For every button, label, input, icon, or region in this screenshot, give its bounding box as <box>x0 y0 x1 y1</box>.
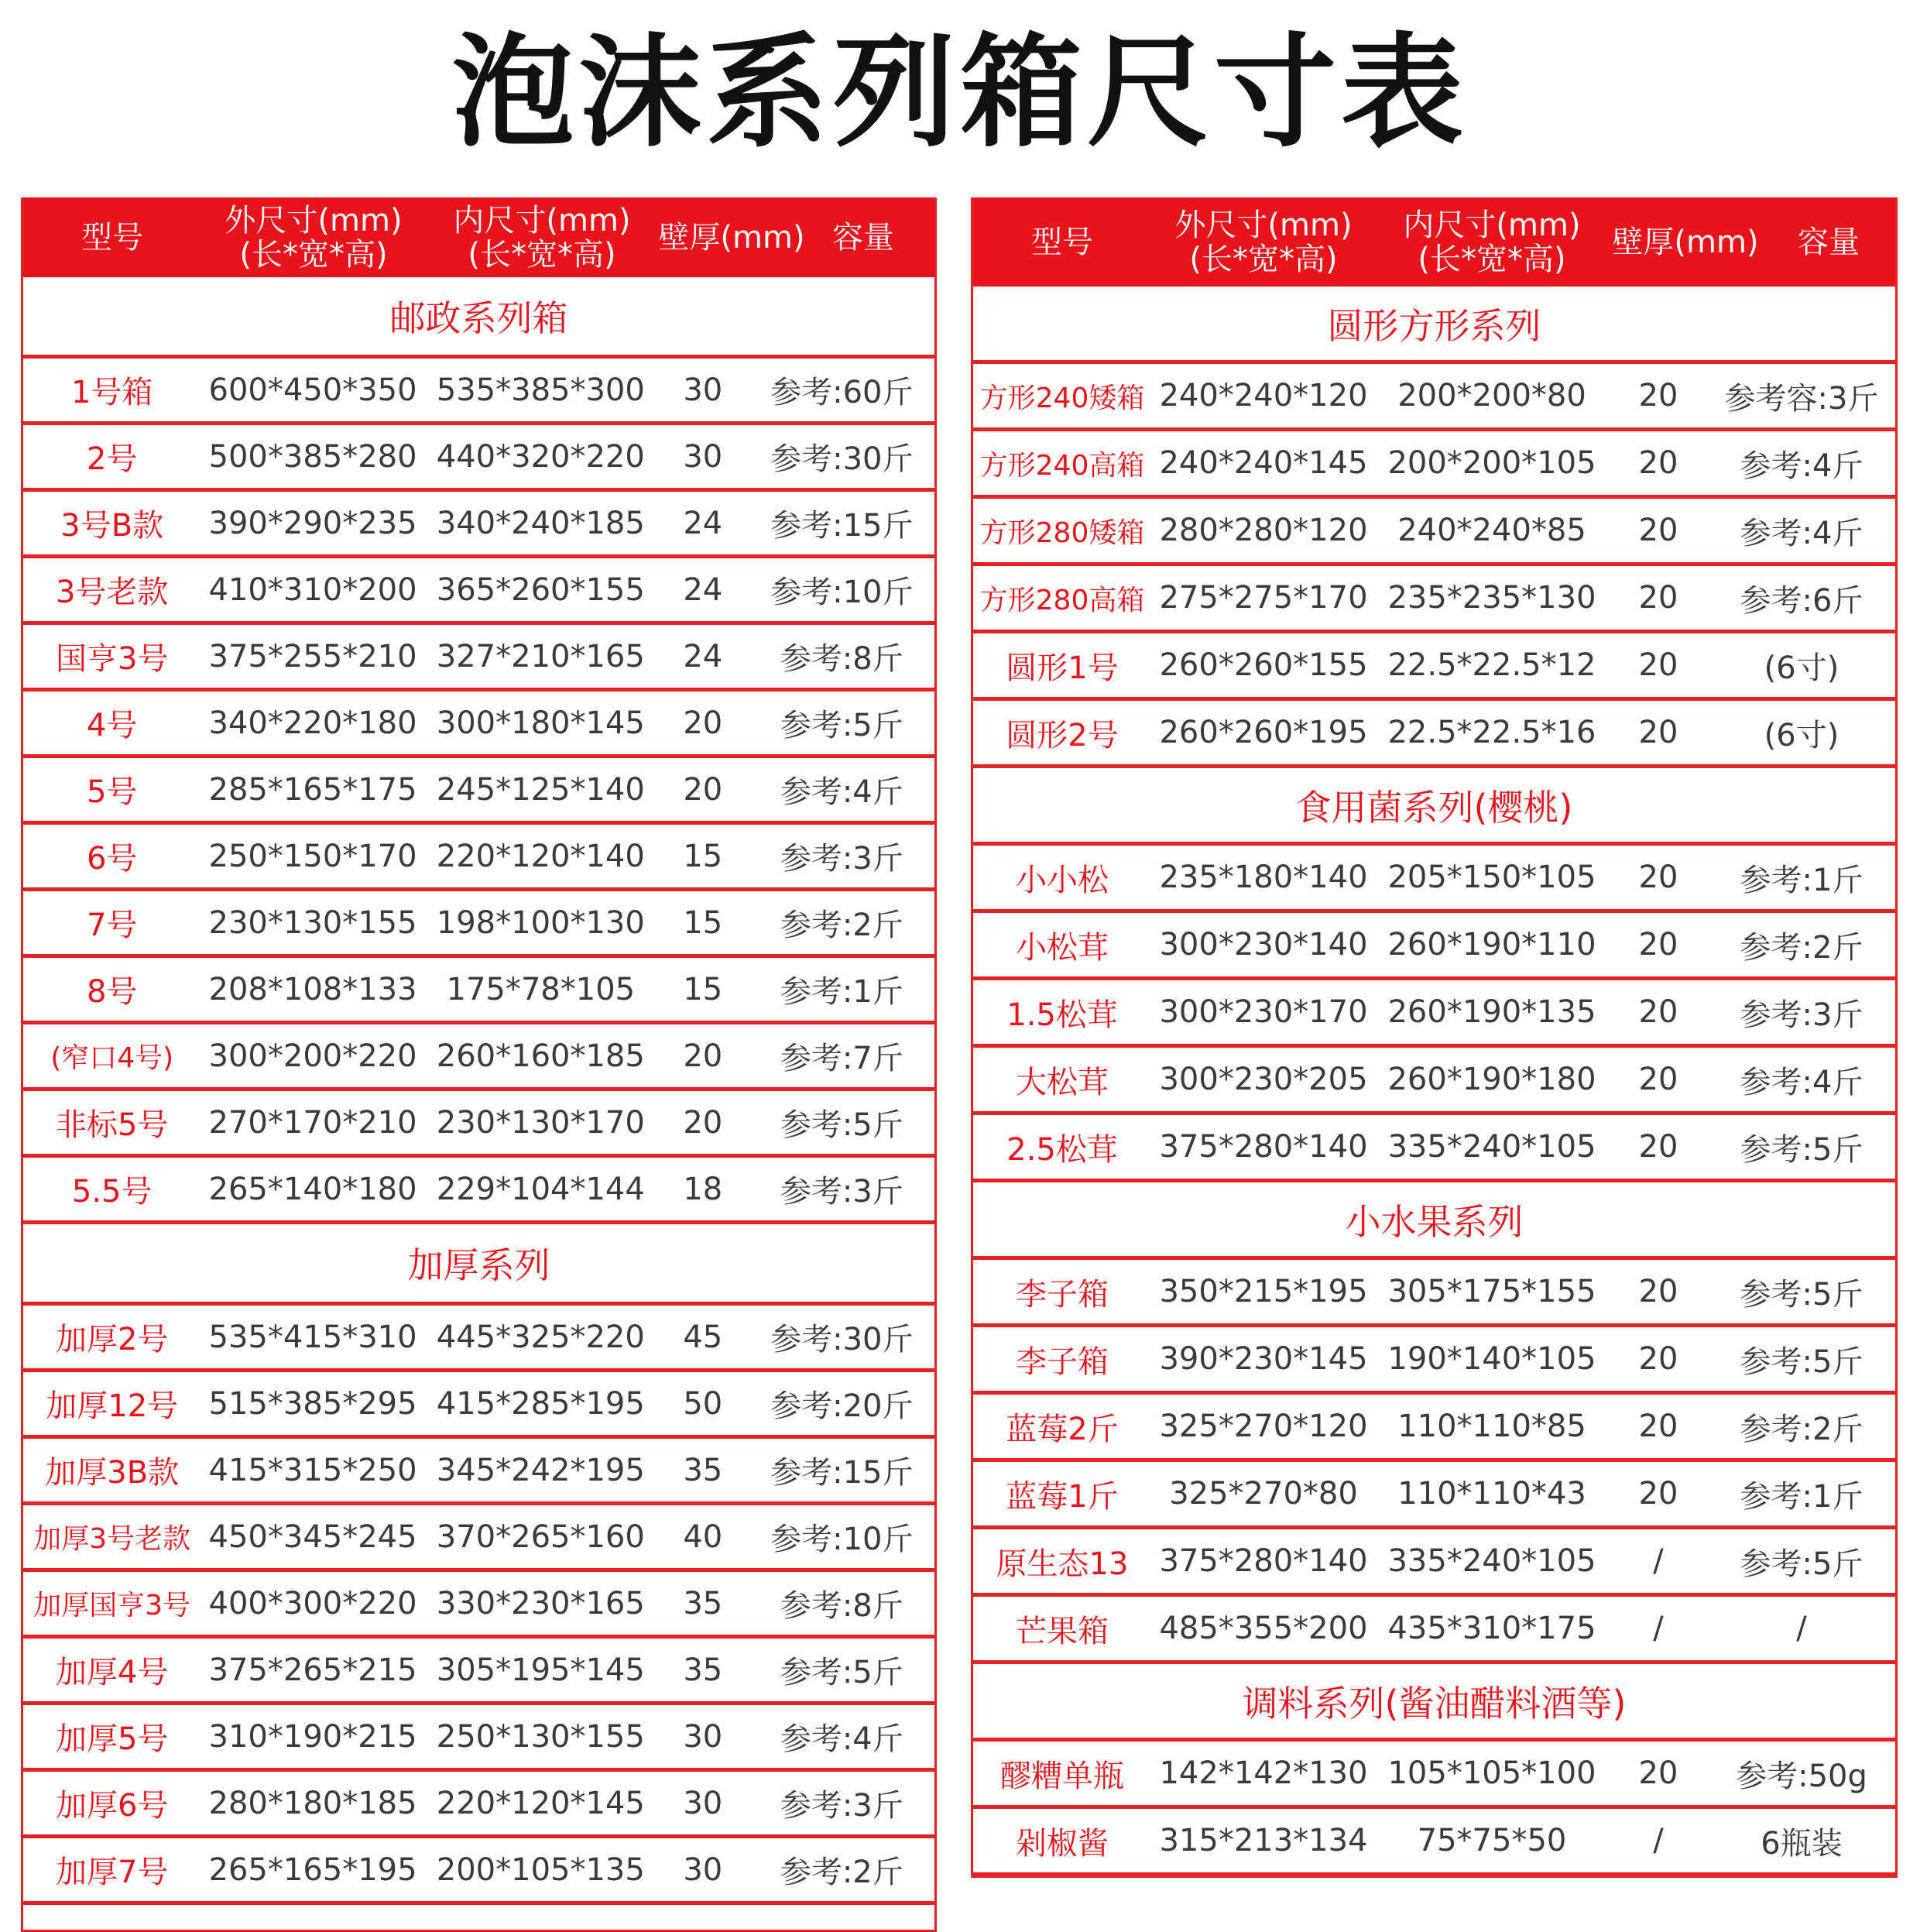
cell-model: 加厚4号 <box>55 1655 169 1690</box>
table-row <box>23 558 934 625</box>
cell-inner-size: 110*110*43 <box>1397 1476 1586 1512</box>
cell-inner-size: 229*104*144 <box>436 1171 645 1207</box>
cell-capacity: 参考:2斤 <box>1740 929 1863 966</box>
section-title: 邮政系列箱 <box>23 277 934 359</box>
cell-capacity: 参考:1斤 <box>780 974 903 1010</box>
table-row <box>23 1838 934 1905</box>
cell-thickness: 20 <box>1638 513 1678 548</box>
table-row <box>23 492 934 558</box>
cell-inner-size: 245*125*140 <box>436 771 645 808</box>
table-row <box>973 1529 1895 1597</box>
cell-capacity: 参考容:3斤 <box>1724 380 1879 417</box>
table-row <box>23 1091 934 1158</box>
cell-inner-size: 105*105*100 <box>1387 1755 1596 1791</box>
table-row <box>973 499 1895 566</box>
cell-capacity: 参考:5斤 <box>1740 1276 1863 1313</box>
cell-thickness: 20 <box>1638 927 1678 963</box>
cell-model: 方形280矮箱 <box>979 516 1145 549</box>
cell-model: 3号老款 <box>55 575 169 610</box>
cell-outer-size: 208*108*133 <box>208 971 417 1007</box>
cell-outer-size: 390*290*235 <box>208 505 417 541</box>
cell-capacity: 参考:15斤 <box>770 508 914 544</box>
cell-thickness: 20 <box>1638 860 1678 895</box>
cell-outer-size: 375*265*215 <box>208 1652 417 1688</box>
cell-model: 小小松 <box>1016 862 1109 898</box>
table-row <box>23 691 934 758</box>
cell-thickness: 45 <box>683 1319 723 1355</box>
cell-capacity: 参考:5斤 <box>780 1107 903 1143</box>
cell-outer-size: 310*190*215 <box>208 1718 417 1755</box>
table-row <box>973 431 1895 499</box>
cell-inner-size: 415*285*195 <box>436 1385 645 1422</box>
cell-model: 剁椒酱 <box>1016 1825 1109 1862</box>
table-row <box>973 701 1895 768</box>
cell-thickness: 20 <box>1638 445 1678 481</box>
cell-capacity: 参考:10斤 <box>770 1522 914 1557</box>
cell-inner-size: 330*230*165 <box>436 1585 645 1621</box>
header-inner-size: 内尺寸(mm) (长*宽*高) <box>1403 207 1581 277</box>
cell-outer-size: 375*280*140 <box>1159 1543 1368 1579</box>
table-row <box>973 1742 1895 1809</box>
section-title: 加厚系列 <box>23 1224 934 1306</box>
table-row <box>23 1306 934 1372</box>
cell-outer-size: 350*215*195 <box>1159 1274 1368 1309</box>
cell-thickness: 20 <box>1638 1476 1678 1512</box>
cell-capacity: 参考:2斤 <box>780 908 903 943</box>
cell-thickness: 20 <box>1638 1755 1678 1791</box>
cell-model: 加厚7号 <box>55 1855 169 1890</box>
cell-capacity: 参考:1斤 <box>1740 1478 1863 1515</box>
cell-inner-size: 220*120*145 <box>436 1785 645 1821</box>
cell-thickness: 20 <box>1638 1129 1678 1165</box>
cell-capacity: 参考:3斤 <box>1740 997 1863 1033</box>
cell-model: 3号B款 <box>60 508 164 544</box>
cell-inner-size: 200*105*135 <box>436 1851 645 1888</box>
cell-outer-size: 300*230*140 <box>1159 927 1368 963</box>
cell-inner-size: 235*235*130 <box>1387 580 1596 616</box>
cell-capacity: 参考:7斤 <box>780 1041 903 1076</box>
header-model: 型号 <box>81 219 143 256</box>
cell-thickness: 20 <box>683 1038 723 1074</box>
cell-inner-size: 365*260*155 <box>436 571 645 608</box>
cell-outer-size: 450*345*245 <box>208 1518 417 1555</box>
table-row <box>23 425 934 492</box>
cell-thickness: 30 <box>683 1851 723 1888</box>
cell-thickness: / <box>1653 1823 1664 1858</box>
cell-outer-size: 375*255*210 <box>208 638 417 674</box>
cell-inner-size: 22.5*22.5*16 <box>1387 715 1596 750</box>
cell-thickness: 20 <box>683 771 723 808</box>
table-row <box>23 1572 934 1639</box>
cell-outer-size: 485*355*200 <box>1159 1611 1368 1646</box>
table-row <box>973 364 1895 431</box>
cell-thickness: 35 <box>683 1452 723 1488</box>
cell-capacity: 参考:2斤 <box>1740 1411 1863 1447</box>
cell-thickness: 24 <box>683 505 723 541</box>
cell-model: (窄口4号) <box>50 1042 174 1074</box>
cell-model: 国亨3号 <box>55 641 169 677</box>
cell-capacity: 参考:4斤 <box>1740 515 1863 551</box>
cell-thickness: 30 <box>683 372 723 408</box>
cell-model: 4号 <box>86 708 138 743</box>
table-header <box>973 197 1895 287</box>
cell-inner-size: 260*190*135 <box>1387 994 1596 1030</box>
table-row <box>23 1772 934 1838</box>
cell-capacity: 参考:50g <box>1736 1758 1867 1794</box>
cell-thickness: 20 <box>1638 1274 1678 1309</box>
cell-model: 蓝莓2斤 <box>1006 1411 1119 1447</box>
header-model: 型号 <box>1031 224 1093 260</box>
table-row <box>23 958 934 1024</box>
cell-thickness: 30 <box>683 1718 723 1755</box>
cell-inner-size: 175*78*105 <box>446 971 636 1007</box>
header-outer-size: 外尺寸(mm) (长*宽*高) <box>225 202 403 273</box>
header-inner-size: 内尺寸(mm) (长*宽*高) <box>453 202 631 273</box>
cell-model: 醪糟单瓶 <box>1000 1758 1124 1794</box>
cell-inner-size: 327*210*165 <box>436 638 645 674</box>
cell-inner-size: 200*200*105 <box>1387 445 1596 481</box>
table-row <box>973 566 1895 633</box>
cell-thickness: 50 <box>683 1385 723 1422</box>
cell-inner-size: 200*200*80 <box>1397 378 1586 414</box>
table-row <box>23 1639 934 1705</box>
table-row <box>23 891 934 958</box>
header-thickness: 壁厚(mm) <box>658 219 805 256</box>
cell-model: 芒果箱 <box>1016 1613 1109 1649</box>
cell-thickness: 20 <box>683 705 723 741</box>
cell-outer-size: 260*260*195 <box>1159 715 1368 750</box>
cell-capacity: 参考:5斤 <box>1740 1131 1863 1168</box>
cell-thickness: / <box>1653 1611 1664 1646</box>
cell-thickness: 24 <box>683 571 723 608</box>
section-title: 小水果系列 <box>973 1182 1895 1260</box>
cell-capacity: 参考:2斤 <box>780 1855 903 1890</box>
cell-outer-size: 325*270*80 <box>1169 1476 1358 1512</box>
cell-outer-size: 300*230*205 <box>1159 1062 1368 1097</box>
table-row <box>973 1395 1895 1462</box>
table-row <box>973 1327 1895 1395</box>
cell-inner-size: 220*120*140 <box>436 838 645 874</box>
table-body <box>973 287 1895 1876</box>
cell-model: 圆形1号 <box>1006 650 1119 686</box>
cell-capacity: 参考:5斤 <box>780 708 903 743</box>
table-row <box>973 913 1895 980</box>
cell-model: 蓝莓1斤 <box>1006 1478 1119 1515</box>
section-title: 食用菌系列(樱桃) <box>973 768 1895 846</box>
cell-capacity: 参考:5斤 <box>1740 1546 1863 1582</box>
cell-model: 8号 <box>86 974 138 1010</box>
cell-model: 加厚2号 <box>55 1322 169 1357</box>
cell-model: 加厚6号 <box>55 1788 169 1824</box>
cell-capacity: 参考:5斤 <box>1740 1343 1863 1380</box>
table-row <box>973 1462 1895 1529</box>
cell-thickness: 20 <box>1638 378 1678 414</box>
cell-inner-size: 305*195*145 <box>436 1652 645 1688</box>
cell-inner-size: 22.5*22.5*12 <box>1387 647 1596 683</box>
table-row <box>23 1024 934 1091</box>
cell-outer-size: 400*300*220 <box>208 1585 417 1621</box>
table-row <box>23 825 934 891</box>
cell-outer-size: 265*165*195 <box>208 1851 417 1888</box>
cell-inner-size: 190*140*105 <box>1387 1341 1596 1377</box>
table-row <box>23 1439 934 1505</box>
cell-outer-size: 235*180*140 <box>1159 860 1368 895</box>
cell-model: 方形240矮箱 <box>979 382 1145 414</box>
cell-thickness: 20 <box>1638 1409 1678 1444</box>
cell-thickness: 15 <box>683 904 723 941</box>
cell-thickness: 35 <box>683 1652 723 1688</box>
cell-model: 小松茸 <box>1016 929 1109 966</box>
table-row <box>973 1260 1895 1327</box>
table-row <box>23 1372 934 1439</box>
header-capacity: 容量 <box>832 219 894 256</box>
cell-model: 1.5松茸 <box>1006 997 1118 1033</box>
cell-capacity: 参考:3斤 <box>780 841 903 877</box>
cell-inner-size: 335*240*105 <box>1387 1543 1596 1579</box>
table-row <box>973 1597 1895 1664</box>
cell-thickness: 30 <box>683 438 723 475</box>
table-row <box>973 633 1895 701</box>
cell-model: 加厚3号老款 <box>33 1523 191 1555</box>
cell-inner-size: 445*325*220 <box>436 1319 645 1355</box>
cell-thickness: 24 <box>683 638 723 674</box>
cell-thickness: 20 <box>683 1104 723 1141</box>
cell-outer-size: 375*280*140 <box>1159 1129 1368 1165</box>
cell-inner-size: 260*190*110 <box>1387 927 1596 963</box>
cell-capacity: 参考:3斤 <box>780 1788 903 1824</box>
cell-capacity: 参考:5斤 <box>780 1655 903 1690</box>
table-row <box>23 1158 934 1224</box>
cell-outer-size: 300*230*170 <box>1159 994 1368 1030</box>
cell-inner-size: 340*240*185 <box>436 505 645 541</box>
cell-inner-size: 240*240*85 <box>1397 513 1586 548</box>
cell-model: 加厚3B款 <box>45 1455 180 1491</box>
cell-outer-size: 535*415*310 <box>208 1319 417 1355</box>
table-row <box>973 980 1895 1048</box>
cell-model: 5号 <box>86 774 138 810</box>
cell-capacity: 参考:8斤 <box>780 1588 903 1624</box>
cell-model: 加厚国亨3号 <box>33 1590 191 1621</box>
cell-inner-size: 110*110*85 <box>1397 1409 1586 1444</box>
cell-outer-size: 410*310*200 <box>208 571 417 608</box>
cell-capacity: 参考:30斤 <box>770 1322 914 1357</box>
cell-inner-size: 75*75*50 <box>1417 1823 1567 1858</box>
cell-outer-size: 260*260*155 <box>1159 647 1368 683</box>
cell-outer-size: 142*142*130 <box>1159 1755 1368 1791</box>
cell-capacity: 参考:10斤 <box>770 575 914 610</box>
table-row <box>23 1705 934 1772</box>
cell-outer-size: 275*275*170 <box>1159 580 1368 616</box>
cell-thickness: 20 <box>1638 1341 1678 1377</box>
cell-thickness: / <box>1653 1543 1664 1579</box>
cell-inner-size: 300*180*145 <box>436 705 645 741</box>
cell-model: 2.5松茸 <box>1006 1131 1118 1168</box>
cell-capacity: 参考:20斤 <box>770 1388 914 1424</box>
cell-outer-size: 415*315*250 <box>208 1452 417 1488</box>
cell-capacity: (6寸) <box>1764 650 1839 686</box>
cell-model: 加厚5号 <box>55 1721 169 1757</box>
cell-model: 7号 <box>86 908 138 943</box>
cell-model: 6号 <box>86 841 138 877</box>
page-title: 泡沫系列箱尺寸表 <box>452 22 1468 164</box>
cell-inner-size: 535*385*300 <box>436 372 645 408</box>
cell-capacity: 参考:30斤 <box>770 441 914 477</box>
cell-capacity: 参考:6斤 <box>1740 582 1863 619</box>
cell-thickness: 20 <box>1638 994 1678 1030</box>
cell-outer-size: 600*450*350 <box>208 372 417 408</box>
table-row <box>23 1505 934 1572</box>
cell-outer-size: 280*280*120 <box>1159 513 1368 548</box>
cell-outer-size: 280*180*185 <box>208 1785 417 1821</box>
section-title: 调料系列(酱油醋料酒等) <box>973 1664 1895 1742</box>
left-size-table <box>21 197 937 1932</box>
cell-inner-size: 335*240*105 <box>1387 1129 1596 1165</box>
cell-capacity: 6瓶装 <box>1761 1825 1843 1862</box>
cell-inner-size: 260*190*180 <box>1387 1062 1596 1097</box>
cell-capacity: 参考:8斤 <box>780 641 903 677</box>
cell-capacity: 参考:3斤 <box>780 1174 903 1210</box>
table-body <box>23 277 934 1905</box>
cell-outer-size: 300*200*220 <box>208 1038 417 1074</box>
cell-inner-size: 230*130*170 <box>436 1104 645 1141</box>
cell-model: 5.5号 <box>71 1174 153 1210</box>
cell-outer-size: 285*165*175 <box>208 771 417 808</box>
cell-inner-size: 250*130*155 <box>436 1718 645 1755</box>
cell-thickness: 20 <box>1638 1062 1678 1097</box>
cell-inner-size: 198*100*130 <box>436 904 645 941</box>
cell-thickness: 15 <box>683 971 723 1007</box>
header-outer-size: 外尺寸(mm) (长*宽*高) <box>1174 207 1353 277</box>
cell-thickness: 15 <box>683 838 723 874</box>
cell-outer-size: 390*230*145 <box>1159 1341 1368 1377</box>
table-row <box>973 846 1895 913</box>
cell-capacity: 参考:15斤 <box>770 1455 914 1491</box>
cell-capacity: 参考:4斤 <box>780 1721 903 1757</box>
table-row <box>23 758 934 825</box>
cell-outer-size: 515*385*295 <box>208 1385 417 1422</box>
table-row <box>973 1809 1895 1876</box>
cell-thickness: 20 <box>1638 715 1678 750</box>
section-title: 圆形方形系列 <box>973 287 1895 364</box>
cell-capacity: 参考:4斤 <box>1740 1064 1863 1100</box>
cell-capacity: 参考:60斤 <box>770 375 914 410</box>
table-row <box>973 1115 1895 1182</box>
cell-model: 李子箱 <box>1016 1276 1109 1313</box>
cell-thickness: 40 <box>683 1518 723 1555</box>
cell-inner-size: 435*310*175 <box>1387 1611 1596 1646</box>
table-row <box>973 1048 1895 1115</box>
cell-capacity: 参考:1斤 <box>1740 862 1863 898</box>
cell-capacity: 参考:4斤 <box>780 774 903 810</box>
cell-inner-size: 305*175*155 <box>1387 1274 1596 1309</box>
cell-outer-size: 230*130*155 <box>208 904 417 941</box>
cell-model: 圆形2号 <box>1006 717 1119 753</box>
cell-capacity: / <box>1796 1611 1807 1646</box>
header-thickness: 壁厚(mm) <box>1612 224 1759 260</box>
cell-thickness: 20 <box>1638 647 1678 683</box>
cell-outer-size: 325*270*120 <box>1159 1409 1368 1444</box>
cell-model: 非标5号 <box>55 1107 169 1143</box>
cell-outer-size: 240*240*120 <box>1159 378 1368 414</box>
cell-outer-size: 500*385*280 <box>208 438 417 475</box>
cell-inner-size: 440*320*220 <box>436 438 645 475</box>
cell-model: 大松茸 <box>1016 1064 1109 1100</box>
table-row <box>23 625 934 691</box>
cell-model: 1号箱 <box>70 375 153 410</box>
table-header <box>23 197 934 277</box>
cell-model: 方形240高箱 <box>979 449 1145 482</box>
header-capacity: 容量 <box>1798 224 1860 260</box>
cell-capacity: 参考:4斤 <box>1740 448 1863 484</box>
cell-model: 2号 <box>86 441 138 477</box>
cell-outer-size: 315*213*134 <box>1159 1823 1368 1858</box>
cell-model: 方形280高箱 <box>979 584 1145 616</box>
cell-thickness: 20 <box>1638 580 1678 616</box>
cell-outer-size: 270*170*210 <box>208 1104 417 1141</box>
cell-model: 原生态13 <box>996 1546 1129 1582</box>
cell-outer-size: 250*150*170 <box>208 838 417 874</box>
cell-thickness: 18 <box>683 1171 723 1207</box>
right-size-table <box>971 197 1898 1878</box>
cell-thickness: 30 <box>683 1785 723 1821</box>
cell-outer-size: 340*220*180 <box>208 705 417 741</box>
cell-model: 加厚12号 <box>46 1388 179 1424</box>
cell-inner-size: 260*160*185 <box>436 1038 645 1074</box>
cell-inner-size: 370*265*160 <box>436 1518 645 1555</box>
table-row <box>23 359 934 425</box>
cell-thickness: 35 <box>683 1585 723 1621</box>
cell-inner-size: 205*150*105 <box>1387 860 1596 895</box>
cell-inner-size: 345*242*195 <box>436 1452 645 1488</box>
cell-outer-size: 240*240*145 <box>1159 445 1368 481</box>
cell-capacity: (6寸) <box>1764 717 1839 753</box>
cell-outer-size: 265*140*180 <box>208 1171 417 1207</box>
cell-model: 李子箱 <box>1016 1343 1109 1380</box>
